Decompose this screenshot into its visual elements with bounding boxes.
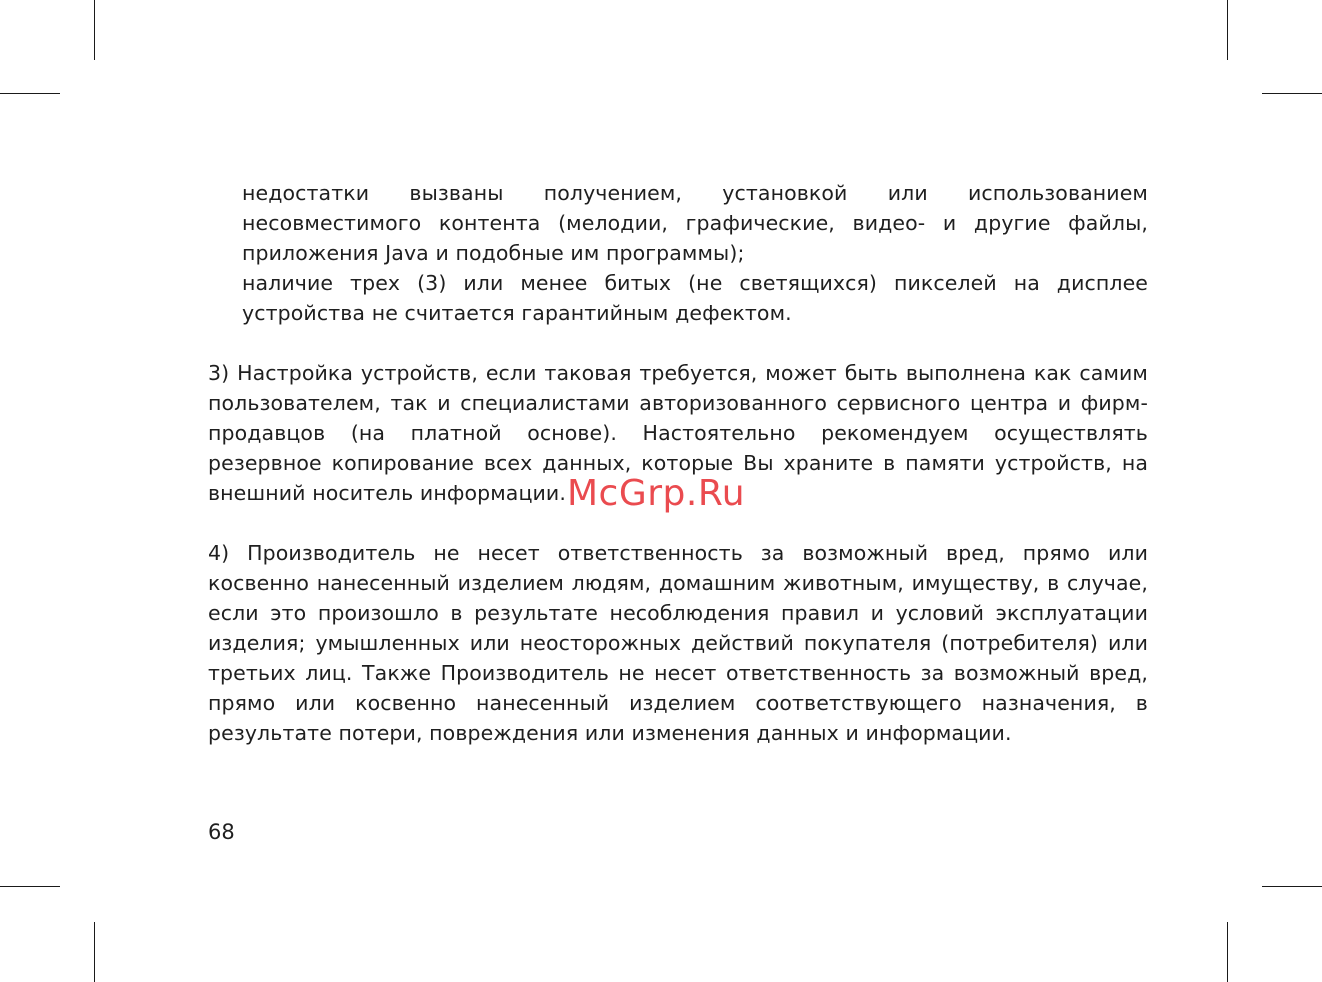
crop-mark-bottom-right-vertical bbox=[1227, 922, 1228, 982]
warranty-exclusion-incompatible-content: недостатки вызваны получением, установкой или использованием несовместимого контента (мелодии, графические, видео- и другие файлы, приложения Java и подобные им программы); bbox=[242, 181, 1148, 265]
crop-mark-bottom-left-vertical bbox=[94, 922, 95, 982]
watermark-logo: McGrp.Ru bbox=[567, 473, 746, 514]
paragraph-gap bbox=[208, 328, 1148, 358]
crop-mark-top-right-horizontal bbox=[1262, 93, 1322, 94]
paragraph-manufacturer-liability: 4) Производитель не несет ответственность за возможный вред, прямо или косвенно нанесенный изделием людям, домашним животным, имуществу, в случае, если это произошло в результате несоблюдения правил и условий эксплуатации изделия; умышленных или неосторожных действий покупателя (потребителя) или третьих лиц. Также Производитель не несет ответственность за возможный вред, прямо или косвенно нанесенный изделием соответствующего назначения, в результате потери, повреждения или изменения данных и информации. bbox=[208, 541, 1148, 745]
crop-mark-top-left-vertical bbox=[94, 0, 95, 60]
crop-mark-top-left-horizontal bbox=[0, 93, 60, 94]
page-body bbox=[208, 178, 1148, 748]
warranty-exclusion-dead-pixels: наличие трех (3) или менее битых (не светящихся) пикселей на дисплее устройства не считается гарантийным дефектом. bbox=[242, 271, 1148, 325]
crop-mark-top-right-vertical bbox=[1227, 0, 1228, 60]
paragraph-device-setup: 3) Настройка устройств, если таковая требуется, может быть выполнена как самим пользователем, так и специалистами авторизованного сервисного центра и фирм-продавцов (на платной основе). Настоятельно рекомендуем осуществлять резервное копирование всех данных, которые Вы храните в памяти устройств, на внешний носитель информации. bbox=[208, 361, 1148, 505]
crop-mark-bottom-left-horizontal bbox=[0, 886, 60, 887]
page-number: 68 bbox=[208, 820, 235, 844]
crop-mark-bottom-right-horizontal bbox=[1262, 886, 1322, 887]
